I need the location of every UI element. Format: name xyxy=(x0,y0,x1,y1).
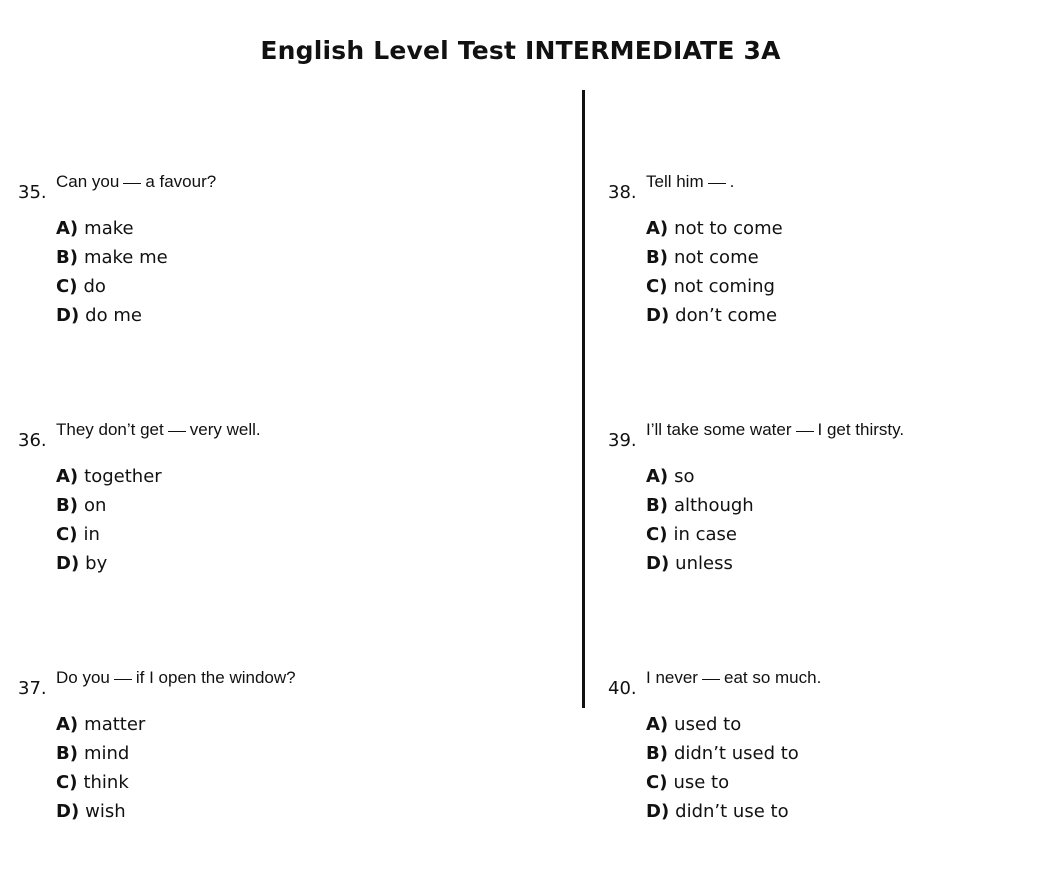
question-number: 38. xyxy=(608,182,637,203)
question-text-before: I’ll take some water xyxy=(646,420,792,439)
question-number: 37. xyxy=(18,678,47,699)
option-a[interactable]: A) used to xyxy=(646,714,742,735)
question-number: 35. xyxy=(18,182,47,203)
question-text-after: very well. xyxy=(189,420,261,439)
question-number: 39. xyxy=(608,430,637,451)
options-list xyxy=(608,214,1041,330)
option-d[interactable]: D) unless xyxy=(646,553,733,574)
question-text-before: Do you xyxy=(56,668,110,687)
question-text xyxy=(646,668,821,688)
option-b[interactable]: B) although xyxy=(646,495,754,516)
question-text xyxy=(56,420,261,440)
answer-blank xyxy=(702,679,720,680)
option-d[interactable]: D) by xyxy=(56,553,108,574)
option-d[interactable]: D) wish xyxy=(56,801,126,822)
question-text-after: if I open the window? xyxy=(135,668,296,687)
options-list xyxy=(18,710,458,826)
option-c[interactable]: C) think xyxy=(56,772,129,793)
question-text-after: . xyxy=(729,172,735,191)
option-d[interactable]: D) didn’t use to xyxy=(646,801,789,822)
options-list xyxy=(18,214,458,330)
option-a[interactable]: A) make xyxy=(56,218,134,239)
option-b[interactable]: B) on xyxy=(56,495,107,516)
question-number: 40. xyxy=(608,678,637,699)
question-text-before: I never xyxy=(646,668,698,687)
options-list xyxy=(608,462,1041,578)
question-36 xyxy=(18,420,458,578)
answer-blank xyxy=(168,431,186,432)
answer-blank xyxy=(708,183,726,184)
option-c[interactable]: C) not coming xyxy=(646,276,775,297)
question-text-after: eat so much. xyxy=(723,668,822,687)
option-c[interactable]: C) in xyxy=(56,524,100,545)
option-a[interactable]: A) matter xyxy=(56,714,146,735)
option-b[interactable]: B) mind xyxy=(56,743,130,764)
question-37 xyxy=(18,668,458,826)
option-c[interactable]: C) in case xyxy=(646,524,737,545)
question-39 xyxy=(608,420,1041,578)
question-35 xyxy=(18,172,458,330)
question-text-after: a favour? xyxy=(145,172,217,191)
option-a[interactable]: A) so xyxy=(646,466,695,487)
option-b[interactable]: B) make me xyxy=(56,247,168,268)
option-d[interactable]: D) do me xyxy=(56,305,142,326)
column-divider xyxy=(582,90,585,708)
answer-blank xyxy=(123,183,141,184)
question-number: 36. xyxy=(18,430,47,451)
option-b[interactable]: B) not come xyxy=(646,247,759,268)
question-text xyxy=(56,668,296,688)
answer-blank xyxy=(796,431,814,432)
test-title: English Level Test INTERMEDIATE 3A xyxy=(260,36,781,65)
question-text-before: Tell him xyxy=(646,172,704,191)
question-text xyxy=(646,172,734,192)
question-text xyxy=(646,420,904,440)
question-text-after: I get thirsty. xyxy=(817,420,905,439)
option-d[interactable]: D) don’t come xyxy=(646,305,778,326)
answer-blank xyxy=(114,679,132,680)
option-b[interactable]: B) didn’t used to xyxy=(646,743,799,764)
option-c[interactable]: C) use to xyxy=(646,772,730,793)
question-text-before: They don’t get xyxy=(56,420,164,439)
question-text xyxy=(56,172,216,192)
options-list xyxy=(608,710,1041,826)
option-a[interactable]: A) not to come xyxy=(646,218,783,239)
option-a[interactable]: A) together xyxy=(56,466,162,487)
question-38 xyxy=(608,172,1041,330)
question-40 xyxy=(608,668,1041,826)
options-list xyxy=(18,462,458,578)
option-c[interactable]: C) do xyxy=(56,276,106,297)
question-text-before: Can you xyxy=(56,172,120,191)
